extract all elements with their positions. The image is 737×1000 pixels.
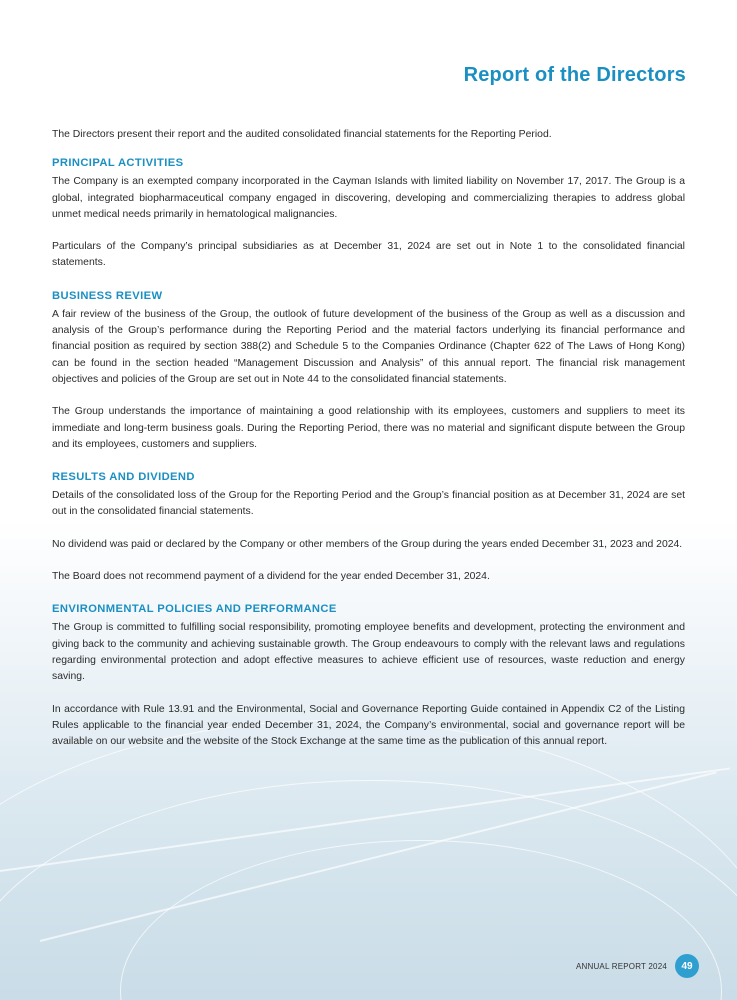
paragraph: Details of the consolidated loss of the Group for the Reporting Period and the Group’s financial position as at December 31, 2024 are set out in the consolidated financial statements. <box>52 490 685 518</box>
paragraph: Particulars of the Company’s principal subsidiaries as at December 31, 2024 are set out in Note 1 to the consolidated financial statements. <box>52 241 685 269</box>
paragraph: In accordance with Rule 13.91 and the Environmental, Social and Governance Reporting Guide contained in Appendix C2 of the Listing Rules applicable to the financial year ended December 31, 2024, the Company’s environmental, social and governance report will be available on our website and the website of the Stock Exchange at the same time as the publication of this annual report. <box>52 703 685 748</box>
paragraph: No dividend was paid or declared by the Company or other members of the Group during the years ended December 31, 2023 and 2024. <box>52 538 683 550</box>
section-heading: RESULTS AND DIVIDEND <box>52 471 195 484</box>
intro-paragraph: The Directors present their report and the audited consolidated financial statements for the Reporting Period. <box>52 129 552 140</box>
paragraph: The Company is an exempted company incorporated in the Cayman Islands with limited liability on November 17, 2017. The Group is a global, integrated biopharmaceutical company engaged in discovering, developing and commercializing therapies to address global unmet medical needs primarily in hematological malignancies. <box>52 176 685 220</box>
page-title: Report of the Directors <box>463 64 686 86</box>
paragraph: A fair review of the business of the Group, the outlook of future development of the business of the Group as well as a discussion and analysis of the Group’s performance during the Reporting Period and the material factors underlying its financial performance and financial position as required by section 388(2) and Schedule 5 to the Companies Ordinance (Chapter 622 of The Laws of Hong Kong) can be found in the section headed “Management Discussion and Analysis” of this annual report. The financial risk management objectives and policies of the Group are set out in Note 44 to the consolidated financial statements. <box>52 308 685 385</box>
report-body <box>52 127 685 766</box>
page-footer <box>576 953 699 979</box>
paragraph: The Group is committed to fulfilling social responsibility, promoting employee benefits and development, protecting the environment and giving back to the community and achieving sustainable growth. The Group endeavours to comply with the relevant laws and regulations regarding environmental protection and adopt effective measures to achieve efficient use of resources, waste reduction and energy saving. <box>52 622 685 683</box>
section-principal-activities <box>52 155 685 271</box>
section-heading: BUSINESS REVIEW <box>52 289 163 302</box>
section-environmental-policies <box>52 601 685 750</box>
section-business-review <box>52 288 685 453</box>
paragraph: The Group understands the importance of maintaining a good relationship with its employees, customers and suppliers to meet its immediate and long-term business goals. During the Reporting Period, there was no material and significant dispute between the Group and its employees, customers and suppliers. <box>52 406 685 450</box>
section-results-and-dividend <box>52 469 685 585</box>
paragraph: The Board does not recommend payment of a dividend for the year ended December 31, 2024. <box>52 571 490 583</box>
annual-report-label: ANNUAL REPORT 2024 <box>575 961 667 971</box>
page-number-badge: 49 <box>675 954 699 978</box>
section-heading: ENVIRONMENTAL POLICIES AND PERFORMANCE <box>52 603 337 616</box>
section-heading: PRINCIPAL ACTIVITIES <box>52 157 184 170</box>
